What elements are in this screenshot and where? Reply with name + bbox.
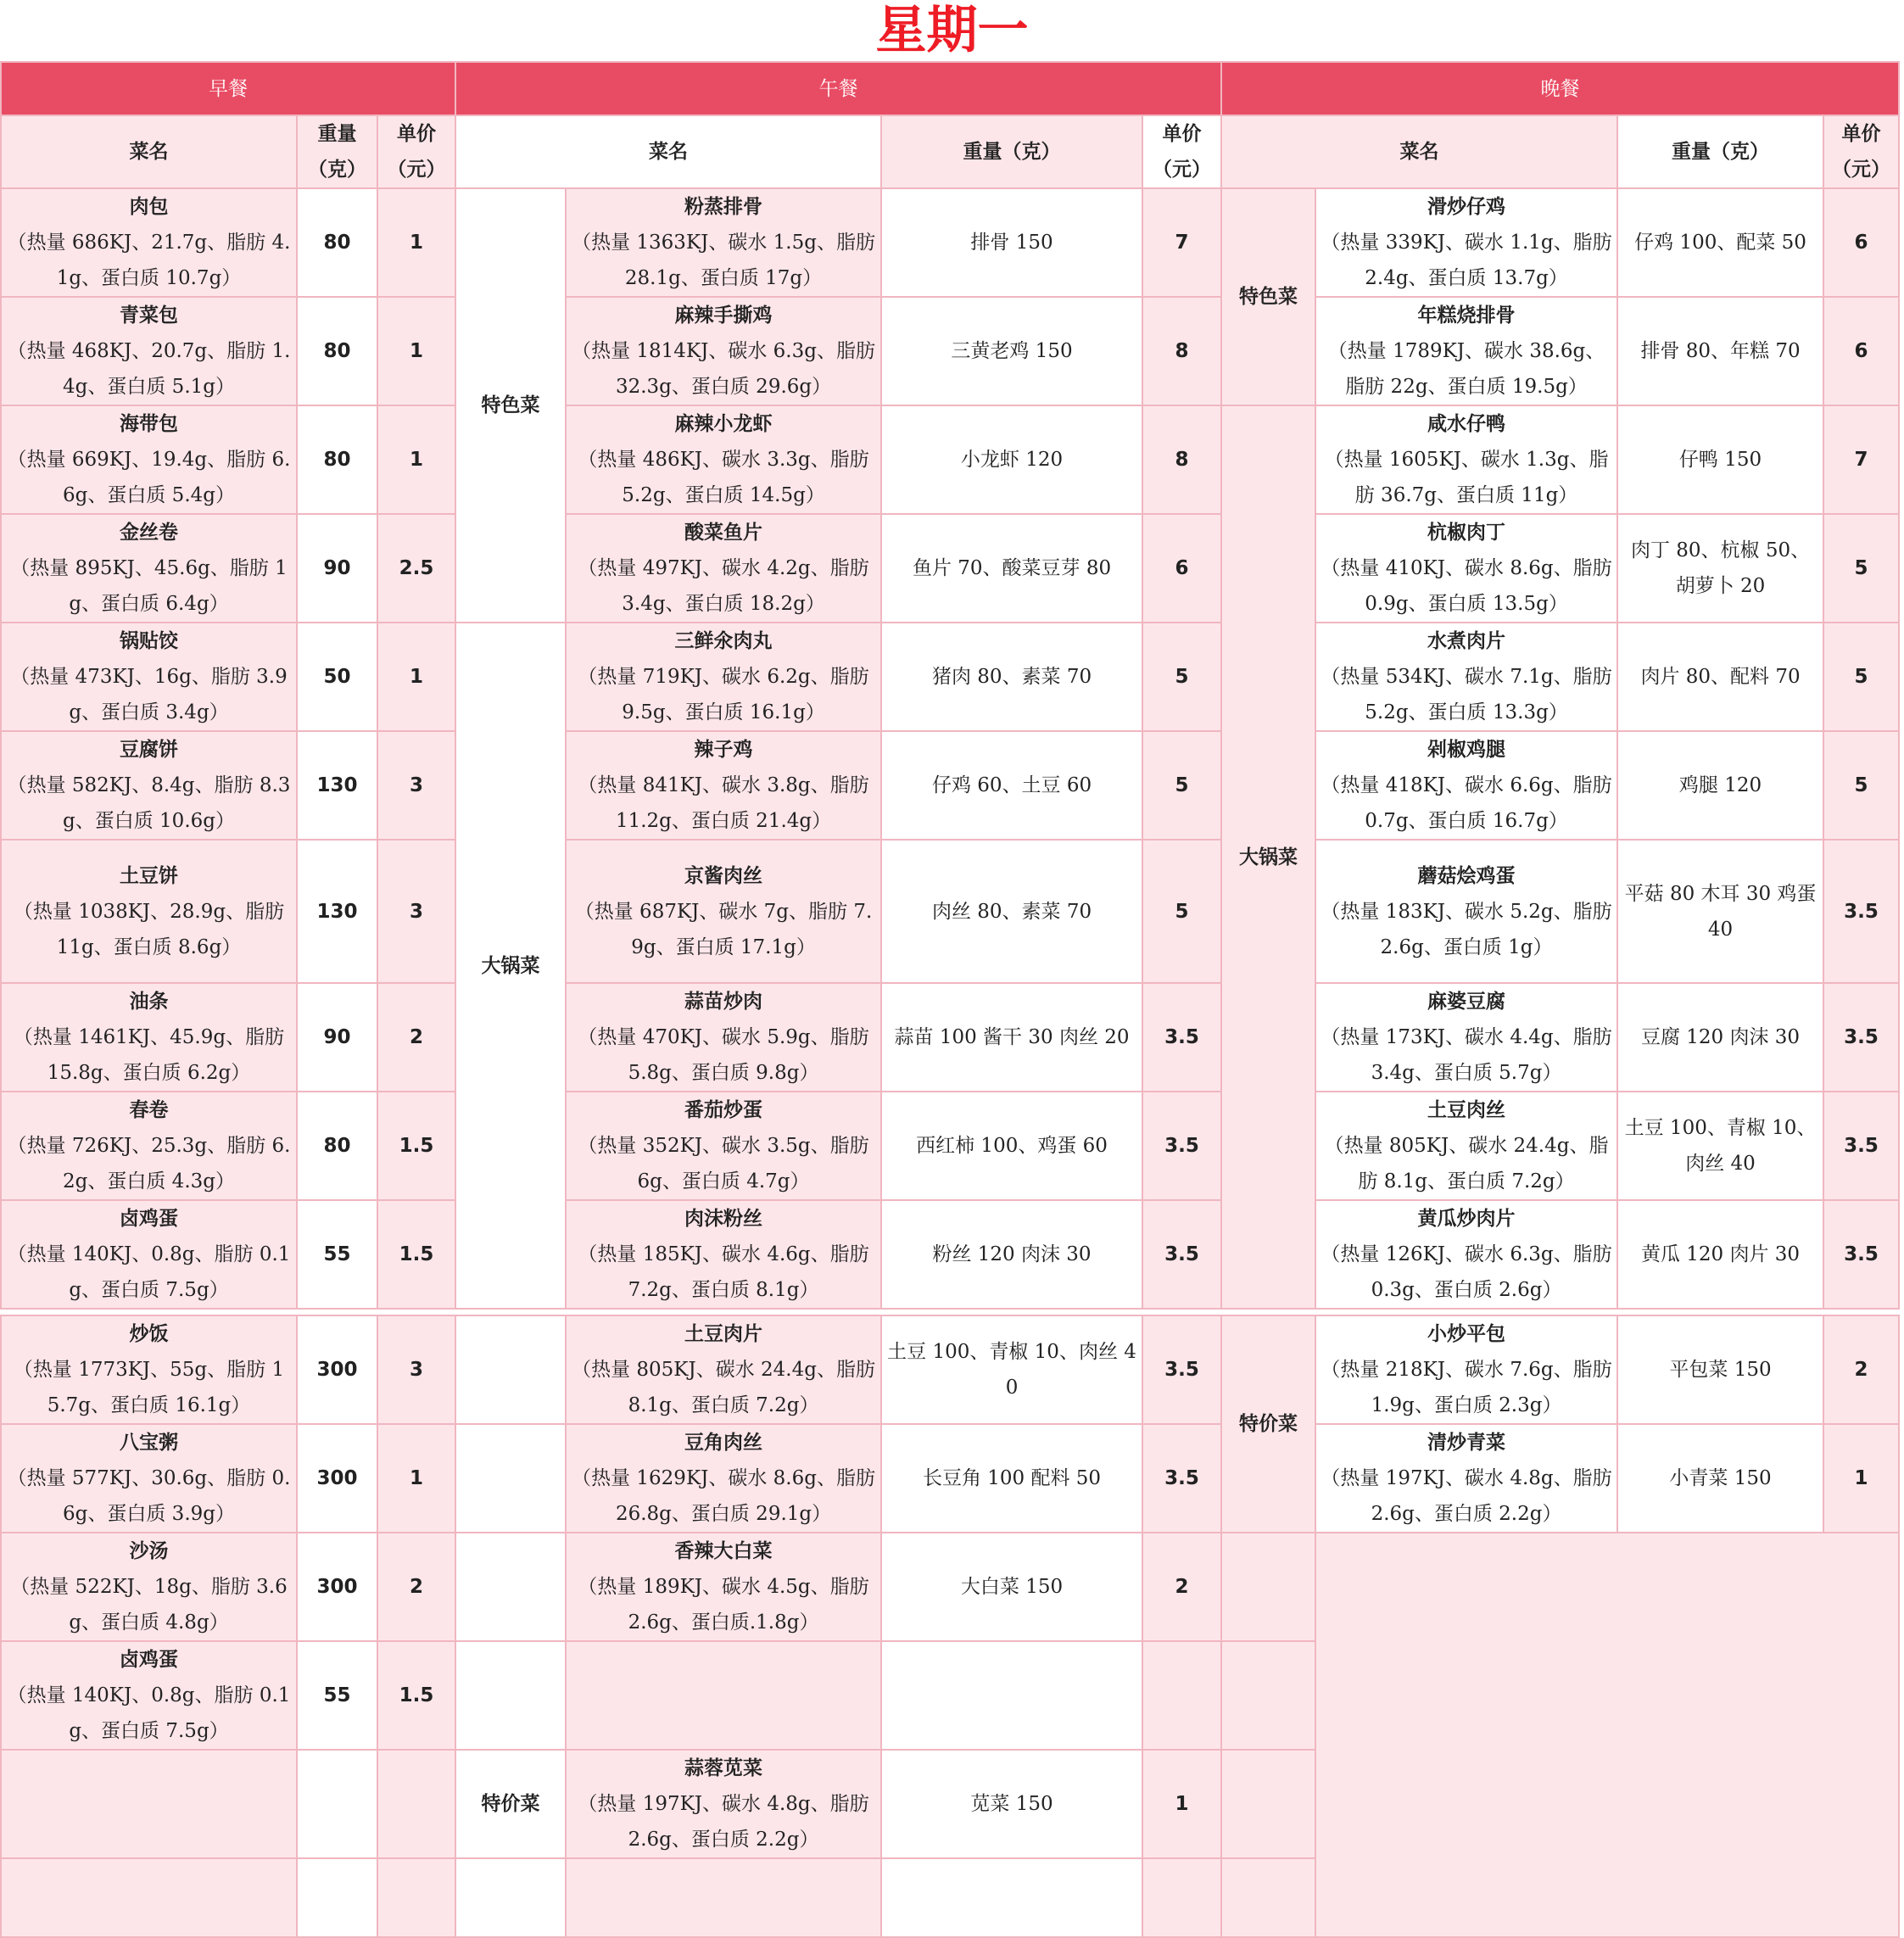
lunch-price-5: 5	[1142, 731, 1221, 840]
dinner-dish-4	[1315, 623, 1617, 731]
breakfast-price-2: 1	[377, 405, 455, 514]
lunch-dish-4	[566, 623, 881, 731]
dish-nutrition: （热量 468KJ、20.7g、脂肪 1.4g、蛋白质 5.1g）	[7, 340, 291, 398]
dinner-price-7: 3.5	[1823, 983, 1899, 1092]
breakfast-price-11: 1	[377, 1424, 455, 1533]
dinner-weight-8: 土豆 100、青椒 10、肉丝 40	[1617, 1092, 1823, 1200]
menu-table	[0, 61, 1900, 1938]
breakfast-price-13: 1.5	[377, 1641, 455, 1750]
dish-nutrition: （热量 173KJ、碳水 4.4g、脂肪 3.4g、蛋白质 5.7g）	[1321, 1026, 1612, 1084]
dish-name: 海带包	[120, 412, 178, 435]
dinner-dish-6	[1315, 840, 1617, 983]
lunch-dish-6	[566, 840, 881, 983]
dish-nutrition: （热量 352KJ、碳水 3.5g、脂肪 6g、蛋白质 4.7g）	[578, 1135, 869, 1192]
dish-name: 粉蒸排骨	[684, 195, 763, 218]
breakfast-price-10: 3	[377, 1315, 455, 1424]
breakfast-empty	[297, 1858, 377, 1937]
lunch-dish-12	[566, 1533, 881, 1641]
table-row	[1, 514, 1899, 623]
breakfast-weight-13: 55	[297, 1641, 377, 1750]
breakfast-weight-11: 300	[297, 1424, 377, 1533]
dinner-dish-3	[1315, 514, 1617, 623]
lunch-empty	[566, 1641, 881, 1750]
dish-nutrition: （热量 486KJ、碳水 3.3g、脂肪 5.2g、蛋白质 14.5g）	[578, 449, 869, 506]
dish-name: 麻辣手撕鸡	[674, 304, 773, 327]
lunch-dish-10	[566, 1315, 881, 1424]
dinner-dish-5	[1315, 731, 1617, 840]
lunch-weight-2: 小龙虾 120	[881, 405, 1142, 514]
dish-name: 酸菜鱼片	[684, 521, 763, 544]
breakfast-weight-col: 重量 （克）	[297, 115, 377, 188]
dinner-price-3: 5	[1823, 514, 1899, 623]
dish-nutrition: （热量 197KJ、碳水 4.8g、脂肪 2.6g、蛋白质 2.2g）	[578, 1793, 869, 1851]
breakfast-weight-0: 80	[297, 188, 377, 297]
dish-name: 蘑菇烩鸡蛋	[1417, 863, 1516, 887]
breakfast-dish-1	[1, 297, 297, 405]
lunch-price-1: 8	[1142, 297, 1221, 405]
breakfast-header: 早餐	[1, 62, 455, 115]
lunch-weight-3: 鱼片 70、酸菜豆芽 80	[881, 514, 1142, 623]
lunch-weight-10: 土豆 100、青椒 10、肉丝 40	[881, 1315, 1142, 1424]
breakfast-dish-4	[1, 623, 297, 731]
dinner-weight-6: 平菇 80 木耳 30 鸡蛋 40	[1617, 840, 1823, 983]
dish-name: 土豆肉丝	[1427, 1098, 1506, 1121]
dish-name: 杭椒肉丁	[1427, 521, 1506, 544]
dish-nutrition: （热量 687KJ、碳水 7g、脂肪 7.9g、蛋白质 17.1g）	[574, 900, 873, 958]
dish-nutrition: （热量 473KJ、16g、脂肪 3.9g、蛋白质 3.4g）	[10, 666, 288, 723]
dish-nutrition: （热量 522KJ、18g、脂肪 3.6g、蛋白质 4.8g）	[10, 1576, 288, 1634]
dinner-header: 晚餐	[1221, 62, 1899, 115]
breakfast-empty	[377, 1858, 455, 1937]
breakfast-weight-3: 90	[297, 514, 377, 623]
dinner-price-4: 5	[1823, 623, 1899, 731]
dish-nutrition: （热量 805KJ、碳水 24.4g、脂肪 8.1g、蛋白质 7.2g）	[572, 1359, 875, 1416]
breakfast-dish-9	[1, 1200, 297, 1309]
dinner-price-8: 3.5	[1823, 1092, 1899, 1200]
breakfast-price-5: 3	[377, 731, 455, 840]
breakfast-price-4: 1	[377, 623, 455, 731]
breakfast-empty	[1, 1858, 297, 1937]
lunch-weight-5: 仔鸡 60、土豆 60	[881, 731, 1142, 840]
dinner-category-special: 特色菜	[1221, 188, 1315, 405]
dish-name: 春卷	[129, 1098, 169, 1121]
dinner-dish-col: 菜名	[1221, 115, 1617, 188]
breakfast-dish-7	[1, 983, 297, 1092]
lunch-dish-col: 菜名	[455, 115, 881, 188]
dish-name: 黄瓜炒肉片	[1417, 1207, 1516, 1230]
dish-nutrition: （热量 1038KJ、28.9g、脂肪 11g、蛋白质 8.6g）	[13, 900, 285, 958]
dinner-weight-10: 平包菜 150	[1617, 1315, 1823, 1424]
lunch-weight-11: 长豆角 100 配料 50	[881, 1424, 1142, 1533]
lunch-weight-8: 西红柿 100、鸡蛋 60	[881, 1092, 1142, 1200]
breakfast-weight-12: 300	[297, 1533, 377, 1641]
lunch-price-7: 3.5	[1142, 983, 1221, 1092]
dish-name: 卤鸡蛋	[120, 1207, 178, 1230]
lunch-dish-8	[566, 1092, 881, 1200]
breakfast-weight-5: 130	[297, 731, 377, 840]
dish-nutrition: （热量 1605KJ、碳水 1.3g、脂肪 36.7g、蛋白质 11g）	[1324, 449, 1609, 506]
dinner-price-col: 单价 （元）	[1823, 115, 1899, 188]
page-title: 星期一	[875, 1, 1029, 60]
dish-name: 青菜包	[120, 304, 178, 327]
lunch-price-12: 2	[1142, 1533, 1221, 1641]
lunch-dish-13	[566, 1750, 881, 1858]
dish-nutrition: （热量 470KJ、碳水 5.9g、脂肪 5.8g、蛋白质 9.8g）	[578, 1026, 869, 1084]
dish-nutrition: （热量 339KJ、碳水 1.1g、脂肪 2.4g、蛋白质 13.7g）	[1321, 232, 1612, 289]
lunch-empty	[1142, 1641, 1221, 1750]
dish-name: 蒜蓉苋菜	[684, 1756, 763, 1779]
breakfast-price-12: 2	[377, 1533, 455, 1641]
dish-nutrition: （热量 686KJ、21.7g、脂肪 4.1g、蛋白质 10.7g）	[7, 232, 291, 289]
dish-nutrition: （热量 497KJ、碳水 4.2g、脂肪 3.4g、蛋白质 18.2g）	[578, 557, 869, 615]
lunch-category-empty	[455, 1424, 566, 1533]
lunch-category-special: 特色菜	[455, 188, 566, 623]
lunch-price-9: 3.5	[1142, 1200, 1221, 1309]
table-row	[1, 731, 1899, 840]
lunch-category-empty	[455, 1533, 566, 1641]
breakfast-dish-6	[1, 840, 297, 983]
breakfast-weight-8: 80	[297, 1092, 377, 1200]
lunch-dish-3	[566, 514, 881, 623]
dish-name: 八宝粥	[120, 1431, 178, 1454]
dish-nutrition: （热量 189KJ、碳水 4.5g、脂肪 2.6g、蛋白质.1.8g）	[578, 1576, 869, 1634]
breakfast-price-0: 1	[377, 188, 455, 297]
dinner-price-6: 3.5	[1823, 840, 1899, 983]
dish-nutrition: （热量 140KJ、0.8g、脂肪 0.1g、蛋白质 7.5g）	[7, 1243, 291, 1301]
lunch-weight-9: 粉丝 120 肉沫 30	[881, 1200, 1142, 1309]
breakfast-price-1: 1	[377, 297, 455, 405]
lunch-dish-1	[566, 297, 881, 405]
dinner-price-10: 2	[1823, 1315, 1899, 1424]
lunch-category-empty	[455, 1641, 566, 1750]
breakfast-dish-3	[1, 514, 297, 623]
breakfast-weight-10: 300	[297, 1315, 377, 1424]
dinner-price-5: 5	[1823, 731, 1899, 840]
dinner-dish-7	[1315, 983, 1617, 1092]
dinner-dish-9	[1315, 1200, 1617, 1309]
dish-nutrition: （热量 1789KJ、碳水 38.6g、脂肪 22g、蛋白质 19.5g）	[1327, 340, 1605, 398]
dish-name: 番茄炒蛋	[684, 1098, 763, 1121]
dinner-weight-7: 豆腐 120 肉沫 30	[1617, 983, 1823, 1092]
breakfast-dish-11	[1, 1424, 297, 1533]
lunch-price-6: 5	[1142, 840, 1221, 983]
lunch-weight-4: 猪肉 80、素菜 70	[881, 623, 1142, 731]
dish-nutrition: （热量 126KJ、碳水 6.3g、脂肪 0.3g、蛋白质 2.6g）	[1321, 1243, 1612, 1301]
lunch-empty	[566, 1858, 881, 1937]
dinner-empty-block	[1315, 1533, 1899, 1937]
dinner-weight-3: 肉丁 80、杭椒 50、胡萝卜 20	[1617, 514, 1823, 623]
lunch-price-11: 3.5	[1142, 1424, 1221, 1533]
lunch-weight-6: 肉丝 80、素菜 70	[881, 840, 1142, 983]
dish-name: 小炒平包	[1427, 1322, 1506, 1345]
dish-nutrition: （热量 719KJ、碳水 6.2g、脂肪 9.5g、蛋白质 16.1g）	[578, 666, 869, 723]
dish-name: 三鲜氽肉丸	[674, 629, 773, 652]
dish-name: 锅贴饺	[120, 629, 178, 652]
table-row	[1, 840, 1899, 983]
lunch-category-empty	[455, 1858, 566, 1937]
dinner-price-1: 6	[1823, 297, 1899, 405]
dish-nutrition: （热量 197KJ、碳水 4.8g、脂肪 2.6g、蛋白质 2.2g）	[1321, 1467, 1612, 1525]
lunch-dish-7	[566, 983, 881, 1092]
dinner-category-empty	[1221, 1858, 1315, 1937]
dish-nutrition: （热量 841KJ、碳水 3.8g、脂肪 11.2g、蛋白质 21.4g）	[578, 774, 869, 832]
lunch-price-0: 7	[1142, 188, 1221, 297]
dish-nutrition: （热量 1461KJ、45.9g、脂肪 15.8g、蛋白质 6.2g）	[13, 1026, 285, 1084]
lunch-price-col: 单价 （元）	[1142, 115, 1221, 188]
dish-nutrition: （热量 140KJ、0.8g、脂肪 0.1g、蛋白质 7.5g）	[7, 1684, 291, 1742]
dinner-price-9: 3.5	[1823, 1200, 1899, 1309]
dish-name: 京酱肉丝	[684, 863, 763, 887]
dish-name: 卤鸡蛋	[120, 1648, 178, 1671]
dish-name: 金丝卷	[120, 521, 178, 544]
section-divider	[1, 1309, 1899, 1315]
dish-nutrition: （热量 805KJ、碳水 24.4g、脂肪 8.1g、蛋白质 7.2g）	[1324, 1135, 1609, 1192]
table-row	[1, 1315, 1899, 1424]
table-row	[1, 1200, 1899, 1309]
breakfast-price-9: 1.5	[377, 1200, 455, 1309]
table-row	[1, 623, 1899, 731]
dish-name: 豆腐饼	[120, 738, 178, 761]
dish-nutrition: （热量 534KJ、碳水 7.1g、脂肪 5.2g、蛋白质 13.3g）	[1321, 666, 1612, 723]
lunch-weight-7: 蒜苗 100 酱干 30 肉丝 20	[881, 983, 1142, 1092]
dish-nutrition: （热量 1629KJ、碳水 8.6g、脂肪 26.8g、蛋白质 29.1g）	[572, 1467, 875, 1525]
dinner-category-empty	[1221, 1750, 1315, 1858]
breakfast-weight-9: 55	[297, 1200, 377, 1309]
dinner-dish-0	[1315, 188, 1617, 297]
breakfast-weight-4: 50	[297, 623, 377, 731]
dinner-dish-1	[1315, 297, 1617, 405]
dinner-price-2: 7	[1823, 405, 1899, 514]
lunch-weight-1: 三黄老鸡 150	[881, 297, 1142, 405]
table-row	[1, 188, 1899, 297]
table-row	[1, 1424, 1899, 1533]
dish-name: 炒饭	[129, 1322, 169, 1345]
dish-name: 辣子鸡	[694, 738, 753, 761]
breakfast-dish-5	[1, 731, 297, 840]
breakfast-price-7: 2	[377, 983, 455, 1092]
dinner-weight-4: 肉片 80、配料 70	[1617, 623, 1823, 731]
dish-nutrition: （热量 895KJ、45.6g、脂肪 1g、蛋白质 6.4g）	[10, 557, 288, 615]
dish-nutrition: （热量 185KJ、碳水 4.6g、脂肪 7.2g、蛋白质 8.1g）	[578, 1243, 869, 1301]
lunch-price-4: 5	[1142, 623, 1221, 731]
lunch-category-bigpot: 大锅菜	[455, 623, 566, 1309]
table-row	[1, 1092, 1899, 1200]
breakfast-dish-13	[1, 1641, 297, 1750]
breakfast-empty	[377, 1750, 455, 1858]
breakfast-dish-0	[1, 188, 297, 297]
breakfast-weight-2: 80	[297, 405, 377, 514]
breakfast-price-col: 单价 （元）	[377, 115, 455, 188]
dinner-dish-11	[1315, 1424, 1617, 1533]
dinner-dish-10	[1315, 1315, 1617, 1424]
dish-name: 肉沫粉丝	[684, 1207, 763, 1230]
lunch-dish-0	[566, 188, 881, 297]
dish-nutrition: （热量 1773KJ、55g、脂肪 15.7g、蛋白质 16.1g）	[13, 1359, 285, 1416]
dinner-dish-8	[1315, 1092, 1617, 1200]
lunch-empty	[881, 1641, 1142, 1750]
breakfast-price-8: 1.5	[377, 1092, 455, 1200]
dish-name: 水煮肉片	[1427, 629, 1506, 652]
dish-name: 滑炒仔鸡	[1427, 195, 1506, 218]
dish-nutrition: （热量 582KJ、8.4g、脂肪 8.3g、蛋白质 10.6g）	[7, 774, 291, 832]
dish-name: 年糕烧排骨	[1417, 304, 1516, 327]
dish-nutrition: （热量 218KJ、碳水 7.6g、脂肪 1.9g、蛋白质 2.3g）	[1321, 1359, 1612, 1416]
dish-nutrition: （热量 726KJ、25.3g、脂肪 6.2g、蛋白质 4.3g）	[7, 1135, 291, 1192]
dinner-category-empty	[1221, 1641, 1315, 1750]
breakfast-weight-1: 80	[297, 297, 377, 405]
dish-nutrition: （热量 183KJ、碳水 5.2g、脂肪 2.6g、蛋白质 1g）	[1321, 900, 1612, 958]
dinner-price-11: 1	[1823, 1424, 1899, 1533]
lunch-empty	[1142, 1858, 1221, 1937]
dinner-weight-5: 鸡腿 120	[1617, 731, 1823, 840]
lunch-category-empty	[455, 1315, 566, 1424]
dish-name: 油条	[129, 990, 169, 1013]
lunch-price-13: 1	[1142, 1750, 1221, 1858]
dish-nutrition: （热量 669KJ、19.4g、脂肪 6.6g、蛋白质 5.4g）	[7, 449, 291, 506]
dish-name: 麻婆豆腐	[1427, 990, 1506, 1013]
dinner-category-empty	[1221, 1533, 1315, 1641]
lunch-dish-9	[566, 1200, 881, 1309]
dish-nutrition: （热量 577KJ、30.6g、脂肪 0.6g、蛋白质 3.9g）	[7, 1467, 291, 1525]
lunch-price-10: 3.5	[1142, 1315, 1221, 1424]
lunch-dish-2	[566, 405, 881, 514]
dish-name: 土豆饼	[120, 863, 178, 887]
table-row	[1, 297, 1899, 405]
lunch-weight-col: 重量（克）	[881, 115, 1142, 188]
breakfast-price-3: 2.5	[377, 514, 455, 623]
dish-name: 麻辣小龙虾	[674, 412, 773, 435]
dish-name: 清炒青菜	[1427, 1431, 1506, 1454]
lunch-price-2: 8	[1142, 405, 1221, 514]
breakfast-dish-col: 菜名	[1, 115, 297, 188]
dish-name: 沙汤	[129, 1539, 169, 1562]
dish-name: 咸水仔鸭	[1427, 412, 1506, 435]
dinner-weight-0: 仔鸡 100、配菜 50	[1617, 188, 1823, 297]
lunch-price-8: 3.5	[1142, 1092, 1221, 1200]
dinner-category-discount: 特价菜	[1221, 1315, 1315, 1533]
lunch-empty	[881, 1858, 1142, 1937]
dish-name: 土豆肉片	[684, 1322, 763, 1345]
dinner-price-0: 6	[1823, 188, 1899, 297]
breakfast-empty	[297, 1750, 377, 1858]
breakfast-empty	[1, 1750, 297, 1858]
breakfast-dish-12	[1, 1533, 297, 1641]
lunch-category-discount: 特价菜	[455, 1750, 566, 1858]
lunch-weight-13: 苋菜 150	[881, 1750, 1142, 1858]
breakfast-dish-8	[1, 1092, 297, 1200]
dish-name: 香辣大白菜	[674, 1539, 773, 1562]
dinner-weight-2: 仔鸭 150	[1617, 405, 1823, 514]
breakfast-weight-6: 130	[297, 840, 377, 983]
breakfast-weight-7: 90	[297, 983, 377, 1092]
dish-name: 剁椒鸡腿	[1427, 738, 1506, 761]
dinner-weight-1: 排骨 80、年糕 70	[1617, 297, 1823, 405]
lunch-dish-11	[566, 1424, 881, 1533]
dish-name: 蒜苗炒肉	[684, 990, 763, 1013]
breakfast-dish-2	[1, 405, 297, 514]
dinner-dish-2	[1315, 405, 1617, 514]
dish-nutrition: （热量 410KJ、碳水 8.6g、脂肪 0.9g、蛋白质 13.5g）	[1321, 557, 1612, 615]
dinner-weight-9: 黄瓜 120 肉片 30	[1617, 1200, 1823, 1309]
lunch-price-3: 6	[1142, 514, 1221, 623]
dinner-weight-11: 小青菜 150	[1617, 1424, 1823, 1533]
lunch-weight-0: 排骨 150	[881, 188, 1142, 297]
breakfast-dish-10	[1, 1315, 297, 1424]
dinner-weight-col: 重量（克）	[1617, 115, 1823, 188]
table-row	[1, 1533, 1899, 1641]
dish-name: 肉包	[129, 195, 169, 218]
lunch-header: 午餐	[455, 62, 1221, 115]
dish-nutrition: （热量 1814KJ、碳水 6.3g、脂肪 32.3g、蛋白质 29.6g）	[572, 340, 875, 398]
dish-name: 豆角肉丝	[684, 1431, 763, 1454]
breakfast-price-6: 3	[377, 840, 455, 983]
dinner-category-bigpot: 大锅菜	[1221, 405, 1315, 1309]
dish-nutrition: （热量 418KJ、碳水 6.6g、脂肪 0.7g、蛋白质 16.7g）	[1321, 774, 1612, 832]
dish-nutrition: （热量 1363KJ、碳水 1.5g、脂肪 28.1g、蛋白质 17g）	[572, 232, 875, 289]
table-row	[1, 983, 1899, 1092]
lunch-weight-12: 大白菜 150	[881, 1533, 1142, 1641]
lunch-dish-5	[566, 731, 881, 840]
table-row	[1, 405, 1899, 514]
